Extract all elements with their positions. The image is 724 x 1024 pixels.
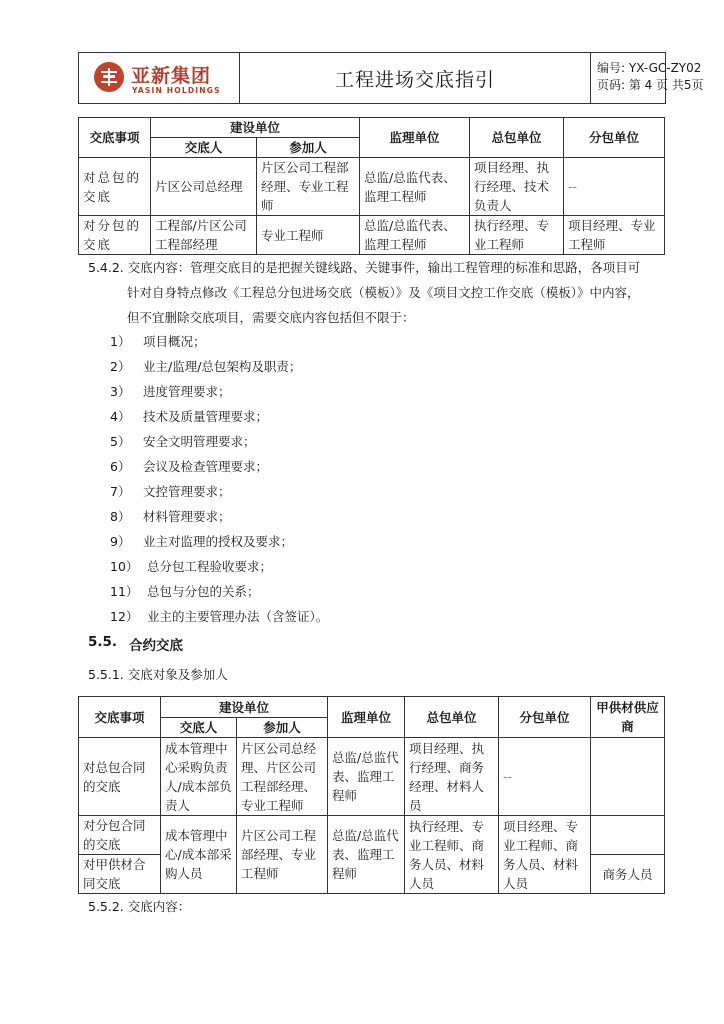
- header-presenter: 交底人: [151, 138, 257, 158]
- list-item: 会议及检查管理要求；: [143, 459, 269, 474]
- table-row: [79, 158, 665, 216]
- table-disclosure-parties: [78, 117, 665, 255]
- list-item-number: 4）: [110, 409, 131, 424]
- header-participant: 参加人: [237, 718, 328, 738]
- header-item: 交底事项: [79, 697, 161, 738]
- cell-participant: 专业工程师: [257, 216, 360, 255]
- cell-item: 对分包合同的交底: [79, 816, 161, 855]
- header-supervisor: 监理单位: [360, 118, 470, 158]
- section-number: 5.5.: [88, 634, 118, 650]
- header-item: 交底事项: [79, 118, 151, 158]
- list-item-number: 5）: [110, 434, 131, 449]
- header-supervisor: 监理单位: [328, 697, 405, 738]
- cell-item: 对总包的交底: [79, 158, 151, 216]
- list-item-number: 6）: [110, 459, 131, 474]
- cell-general: 项目经理、执行经理、商务经理、材料人员: [405, 738, 499, 816]
- list-item-number: 10）: [110, 559, 139, 574]
- cell-participant: 片区公司工程部经理、专业工程师: [257, 158, 360, 216]
- header-subcontractor: 分包单位: [499, 697, 591, 738]
- cell-supervisor: 总监/总监代表、监理工程师: [360, 158, 470, 216]
- list-item-number: 12）: [110, 609, 139, 624]
- logo: [79, 53, 240, 103]
- list-item: 总分包工程验收要求；: [147, 559, 273, 574]
- list-item: 技术及质量管理要求；: [143, 409, 269, 424]
- cell-participant: 片区公司总经理、片区公司工程部经理、专业工程师: [237, 738, 328, 816]
- list-item-number: 7）: [110, 484, 131, 499]
- header-build-unit: 建设单位: [151, 118, 360, 138]
- cell-item: 对分包的交底: [79, 216, 151, 255]
- cell-supplier: [591, 816, 665, 855]
- subsection-title: 5.5.1. 交底对象及参加人: [88, 667, 228, 682]
- cell-supervisor: 总监/总监代表、监理工程师: [360, 216, 470, 255]
- table-row: [79, 738, 665, 816]
- list-item: 业主/监理/总包架构及职责；: [143, 359, 302, 374]
- paragraph-line: 5.4.2. 交底内容：管理交底目的是把握关键线路、关键事件，输出工程管理的标准和思路，各项目可: [88, 260, 641, 275]
- list-item-number: 11）: [110, 584, 139, 599]
- section-title: 合约交底: [129, 638, 183, 654]
- header-general-contractor: 总包单位: [405, 697, 499, 738]
- logo-subtitle: YASIN HOLDINGS: [132, 86, 221, 95]
- cell-supplier: [591, 738, 665, 816]
- cell-supervisor: 总监/总监代表、监理工程师: [328, 816, 405, 894]
- subsection-title: 5.5.2. 交底内容：: [88, 899, 191, 914]
- document-code: 编号: YX-GC-ZY02: [597, 61, 702, 75]
- document-meta: [591, 53, 704, 103]
- cell-general: 项目经理、执行经理、技术负责人: [470, 158, 564, 216]
- cell-sub: --: [564, 158, 665, 216]
- paragraph-line: 但不宜删除交底项目，需要交底内容包括但不限于：: [127, 310, 415, 325]
- table-row: [79, 216, 665, 255]
- header-supplier: 甲供材供应商: [591, 697, 665, 738]
- cell-supplier: 商务人员: [591, 855, 665, 894]
- list-item: 材料管理要求；: [143, 509, 231, 524]
- cell-item: 对甲供材合同交底: [79, 855, 161, 894]
- list-item-number: 1）: [110, 334, 131, 349]
- header-general-contractor: 总包单位: [470, 118, 564, 158]
- cell-supervisor: 总监/总监代表、监理工程师: [328, 738, 405, 816]
- cell-sub: 项目经理、专业工程师、商务人员、材料人员: [499, 816, 591, 894]
- document-title: 工程进场交底指引: [240, 53, 591, 103]
- cell-presenter: 成本管理中心/成本部采购人员: [161, 816, 237, 894]
- list-item: 项目概况；: [143, 334, 206, 349]
- list-item: 业主的主要管理办法（含签证）。: [147, 609, 329, 624]
- logo-text: 亚新集团: [131, 65, 212, 87]
- cell-presenter: 成本管理中心采购负责人/成本部负责人: [161, 738, 237, 816]
- list-item-number: 2）: [110, 359, 131, 374]
- list-item-number: 8）: [110, 509, 131, 524]
- paragraph-line: 针对自身特点修改《工程总分包进场交底（模板）》及《项目文控工作交底（模板）》中内容，: [127, 285, 640, 300]
- company-logo-icon: [94, 62, 124, 92]
- page-number: 页码: 第 4 页 共5页: [597, 78, 704, 92]
- list-item: 总包与分包的关系；: [147, 584, 260, 599]
- header-presenter: 交底人: [161, 718, 237, 738]
- list-item-number: 9）: [110, 534, 131, 549]
- cell-sub: 项目经理、专业工程师: [564, 216, 665, 255]
- cell-sub: --: [499, 738, 591, 816]
- list-item: 文控管理要求；: [143, 484, 231, 499]
- list-item: 安全文明管理要求；: [143, 434, 256, 449]
- list-item: 业主对监理的授权及要求；: [143, 534, 294, 549]
- header-subcontractor: 分包单位: [564, 118, 665, 158]
- list-item: 进度管理要求；: [143, 384, 231, 399]
- table-contract-disclosure: [78, 696, 665, 894]
- table-row: [79, 816, 665, 855]
- cell-general: 执行经理、专业工程师: [470, 216, 564, 255]
- header-build-unit: 建设单位: [161, 697, 328, 718]
- cell-general: 执行经理、专业工程师、商务人员、材料人员: [405, 816, 499, 894]
- header-participant: 参加人: [257, 138, 360, 158]
- list-item-number: 3）: [110, 384, 131, 399]
- document-header: [78, 52, 704, 104]
- cell-participant: 片区公司工程部经理、专业工程师: [237, 816, 328, 894]
- cell-item: 对总包合同的交底: [79, 738, 161, 816]
- cell-presenter: 片区公司总经理: [151, 158, 257, 216]
- cell-presenter: 工程部/片区公司工程部经理: [151, 216, 257, 255]
